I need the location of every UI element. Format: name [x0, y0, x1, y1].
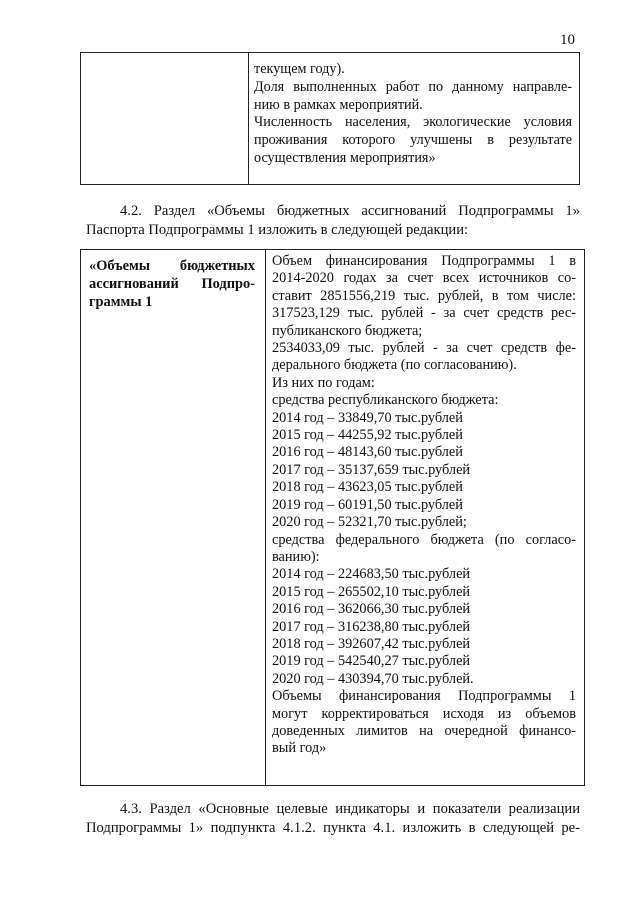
- text-line: ставит 2851556,219 тыс. рублей, в том числе:: [272, 287, 576, 304]
- text-line: ванию):: [272, 548, 320, 565]
- text-line: 2014-2020 годах за счет всех источников со-: [272, 270, 576, 287]
- year-amount-line: 2015 год – 44255,92 тыс.рублей: [272, 427, 463, 444]
- section-4-3-paragraph: [86, 800, 580, 837]
- page-number: 10: [560, 32, 575, 48]
- text-line: граммы 1: [89, 294, 153, 310]
- continued-table: [80, 52, 580, 185]
- text-line: вый год»: [272, 740, 327, 757]
- table-cell-funding: [272, 253, 576, 758]
- text-line: средства республиканского бюджета:: [272, 392, 499, 409]
- text-line: нию в рамках мероприятий.: [254, 96, 423, 113]
- text-line: доведенных лимитов на очередной финансо-: [272, 722, 576, 739]
- text-line: проживания которого улучшены в результате: [254, 132, 572, 149]
- year-amount-line: 2016 год – 362066,30 тыс.рублей: [272, 601, 471, 618]
- table-cell-heading: [89, 257, 255, 311]
- column-divider: [248, 53, 249, 184]
- text-line: Объемы финансирования Подпрограммы 1: [272, 688, 576, 705]
- section-4-2-paragraph: [86, 202, 580, 239]
- text-line: Доля выполненных работ по данному направле-: [254, 78, 572, 95]
- text-line: средства федерального бюджета (по согласо-: [272, 531, 576, 548]
- text-line: Паспорта Подпрограммы 1 изложить в следующей редакции:: [86, 221, 469, 238]
- text-line: могут корректироваться исходя из объемов: [272, 705, 576, 722]
- year-amount-line: 2014 год – 33849,70 тыс.рублей: [272, 409, 463, 426]
- text-line: «Объемы бюджетных: [89, 258, 255, 274]
- text-line: дерального бюджета (по согласованию).: [272, 357, 517, 374]
- text-line: Из них по годам:: [272, 374, 375, 391]
- year-amount-line: 2015 год – 265502,10 тыс.рублей: [272, 583, 471, 600]
- text-line: осуществления мероприятия»: [254, 149, 436, 166]
- table-cell-indicators: [254, 61, 572, 168]
- year-amount-line: 2019 год – 60191,50 тыс.рублей: [272, 496, 463, 513]
- column-divider: [265, 250, 266, 785]
- text-line: 317523,129 тыс. рублей - за счет средств рес-: [272, 305, 576, 322]
- budget-allocation-table: [80, 249, 585, 786]
- text-line: публиканского бюджета;: [272, 322, 423, 339]
- text-line: 4.2. Раздел «Объемы бюджетных ассигнований Подпрограммы 1»: [120, 203, 580, 219]
- text-line: текущем году).: [254, 61, 345, 77]
- year-amount-line: 2020 год – 430394,70 тыс.рублей.: [272, 670, 474, 687]
- year-amount-line: 2019 год – 542540,27 тыс.рублей: [272, 653, 471, 670]
- text-line: Подпрограммы 1» подпункта 4.1.2. пункта 4.1. изложить в следующей ре-: [86, 819, 580, 836]
- year-amount-line: 2017 год – 316238,80 тыс.рублей: [272, 618, 471, 635]
- year-amount-line: 2020 год – 52321,70 тыс.рублей;: [272, 514, 467, 531]
- text-line: Объем финансирования Подпрограммы 1 в: [272, 253, 576, 269]
- text-line: 2534033,09 тыс. рублей - за счет средств фе-: [272, 340, 576, 357]
- year-amount-line: 2014 год – 224683,50 тыс.рублей: [272, 566, 471, 583]
- year-amount-line: 2018 год – 43623,05 тыс.рублей: [272, 479, 463, 496]
- year-amount-line: 2017 год – 35137,659 тыс.рублей: [272, 461, 471, 478]
- text-line: 4.3. Раздел «Основные целевые индикаторы и показатели реализации: [120, 801, 580, 817]
- text-line: Численность населения, экологические условия: [254, 114, 572, 131]
- year-amount-line: 2018 год – 392607,42 тыс.рублей: [272, 635, 471, 652]
- text-line: ассигнований Подпро-: [89, 276, 255, 292]
- year-amount-line: 2016 год – 48143,60 тыс.рублей: [272, 444, 463, 461]
